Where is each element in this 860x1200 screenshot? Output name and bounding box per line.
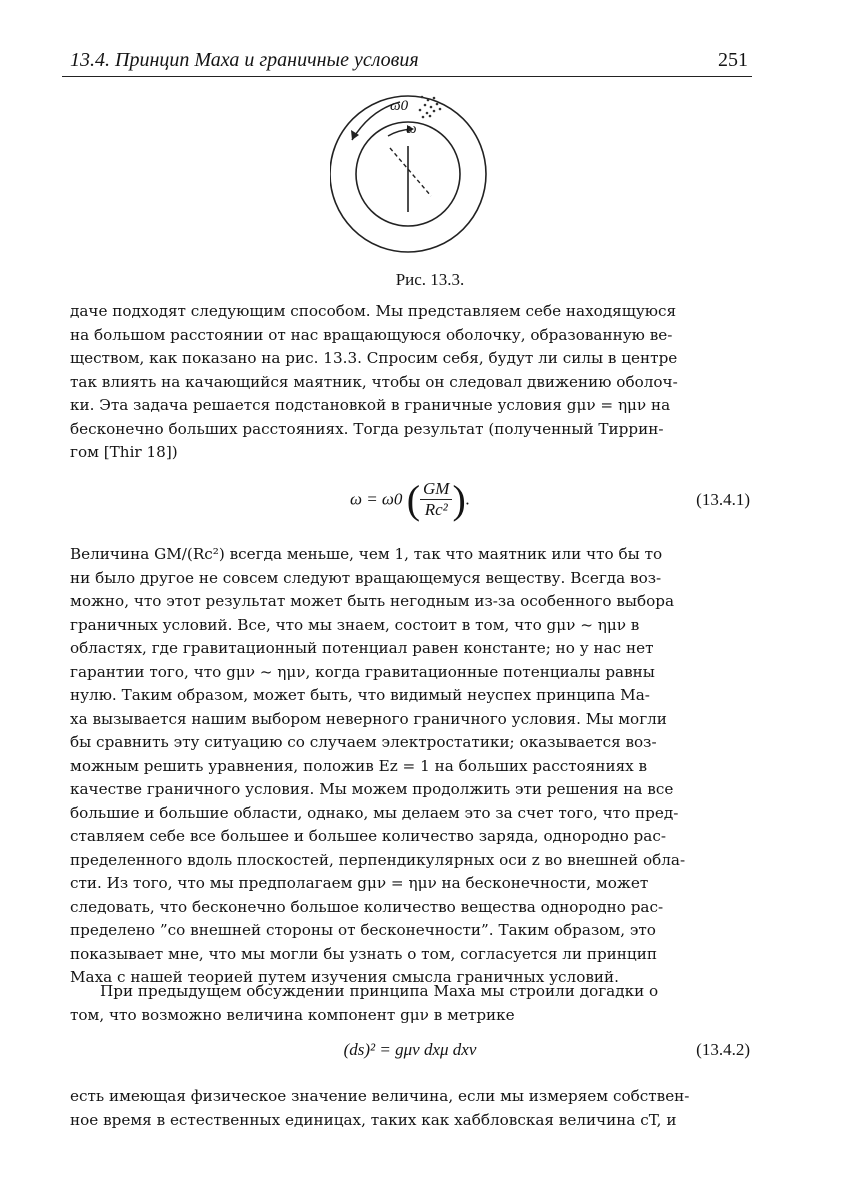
label-omega: ω <box>406 121 417 137</box>
text-line: гом [Thir 18]) <box>70 443 178 461</box>
paragraph-4 <box>70 1085 750 1132</box>
label-omega-0: ω0 <box>390 98 409 114</box>
figure-rotating-shell <box>330 88 490 260</box>
text-line: Маха с нашей теорией путем изучения смысла граничных условий. <box>70 968 619 986</box>
running-title: 13.4. Принцип Маха и граничные условия <box>70 49 419 71</box>
eq2-formula: (ds)² = gμν dxμ dxν <box>343 1040 477 1059</box>
text-line: ни было другое не совсем следуют вращающемуся веществу. Всегда воз- <box>70 568 662 587</box>
text-line: том, что возможно величина компонент gμν в метрике <box>70 1005 515 1024</box>
text-line: бесконечно больших расстояниях. Тогда результат (полученный Тиррин- <box>70 419 664 438</box>
text-line: Величина GM/(Rc²) всегда меньше, чем 1, так что маятник или что бы то <box>70 545 663 563</box>
text-line: есть имеющая физическое значение величина, если мы измеряем собствен- <box>70 1087 690 1105</box>
text-line: нулю. Таким образом, может быть, что видимый неуспех принципа Ма- <box>70 686 650 704</box>
text-line: ставляем себе все большее и большее количество заряда, однородно рас- <box>70 827 666 845</box>
paragraph-1 <box>70 300 750 465</box>
text-line: даче подходят следующим способом. Мы представляем себе находящуюся <box>70 302 677 320</box>
text-line: так влиять на качающийся маятник, чтобы он следовал движению оболоч- <box>70 372 678 391</box>
paragraph-2 <box>70 543 750 990</box>
text-line: ществом, как показано на рис. 13.3. Спросим себя, будут ли силы в центре <box>70 349 678 367</box>
equation-13-4-2 <box>70 1040 750 1070</box>
eq1-right-paren: ) <box>452 477 466 522</box>
paragraph-3 <box>70 980 750 1027</box>
text-line: большие и большие области, однако, мы делаем это за счет того, что пред- <box>70 803 679 822</box>
text-line: гарантии того, что gμν ~ ημν, когда гравитационные потенциалы равны <box>70 662 655 681</box>
eq1-lhs: ω = ω0 <box>349 489 403 509</box>
text-line: граничных условий. Все, что мы знаем, состоит в том, что gμν ~ ημν в <box>70 615 640 634</box>
text-line: ха вызывается нашим выбором неверного граничного условия. Мы могли <box>70 709 667 728</box>
equation-13-4-1: ω = ω0 ( $\frac{GM}{\text{Rc²}}$ ). (13.4.1) <box>349 477 750 522</box>
eq1-fraction <box>420 479 452 520</box>
text-line: ное время в естественных единицах, таких как хаббловская величина cT, и <box>70 1110 677 1129</box>
text-line: качестве граничного условия. Мы можем продолжить эти решения на все <box>70 780 674 798</box>
page-number: 251 <box>718 49 748 71</box>
eq1-left-paren: ( <box>406 477 421 522</box>
pendulum-swing-dashed <box>390 148 431 196</box>
figure-caption: Рис. 13.3. <box>395 270 465 289</box>
text-line: При предыдущем обсуждении принципа Маха мы строили догадки о <box>100 982 659 1000</box>
text-line: сти. Из того, что мы предполагаем gμν = ημν на бесконечности, может <box>70 874 649 892</box>
text-line: областях, где гравитационный потенциал равен константе; но у нас нет <box>70 639 654 657</box>
text-line: ки. Эта задача решается подстановкой в граничные условия gμν = ημν на <box>70 396 671 414</box>
text-line: пределенного вдоль плоскостей, перпендикулярных оси z во внешней обла- <box>70 850 686 869</box>
eq1-denominator: Rc² <box>424 500 448 519</box>
text-line: бы сравнить эту ситуацию со случаем электростатики; оказывается воз- <box>70 733 657 751</box>
text-line: можным решить уравнения, положив Ez = 1 на больших расстояниях в <box>70 756 648 775</box>
text-line: можно, что этот результат может быть негодным из-за особенного выбора <box>70 592 675 610</box>
eq1-number: (13.4.1) <box>696 490 750 509</box>
text-line: на большом расстоянии от нас вращающуюся оболочку, образованную ве- <box>70 325 673 344</box>
text-line: следовать, что бесконечно большое количество вещества однородно рас- <box>70 897 664 916</box>
running-header <box>62 46 752 77</box>
text-line: показывает мне, что мы могли бы узнать о том, согласуется ли принцип <box>70 944 657 963</box>
eq1-numerator: GM <box>420 479 452 500</box>
text-line: пределено ”со внешней стороны от бесконечности”. Таким образом, это <box>70 921 656 939</box>
eq2-number: (13.4.2) <box>696 1040 750 1059</box>
